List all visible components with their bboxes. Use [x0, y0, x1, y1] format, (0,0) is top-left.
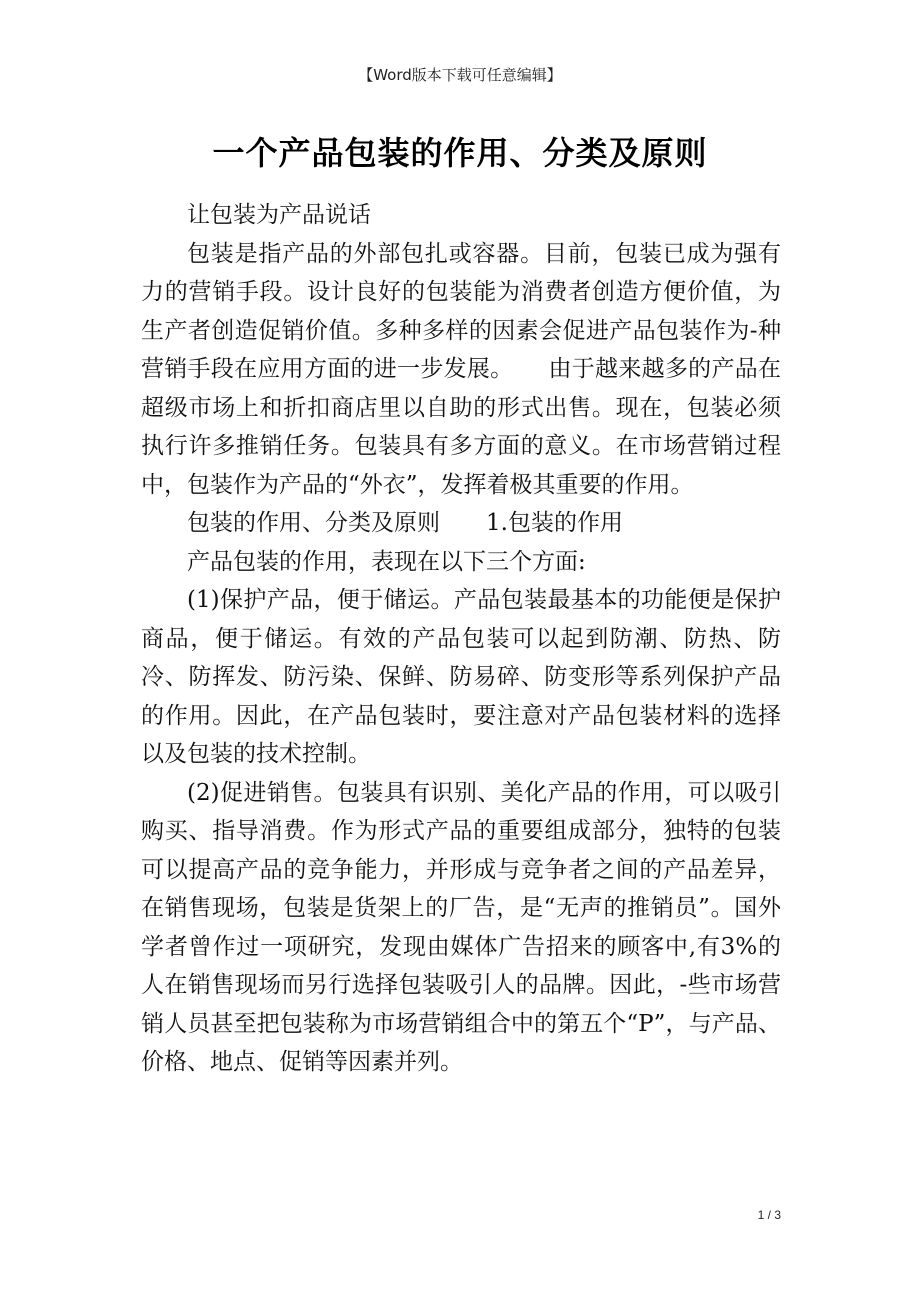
document-title: 一个产品包装的作用、分类及原则: [212, 134, 708, 172]
paragraph-subtitle: 让包装为产品说话: [187, 202, 371, 228]
paragraph-intro: 包装是指产品的外部包扎或容器。目前，包装已成为强有力的营销手段。设计良好的包装能为消费者创造方便价值，为生产者创造促销价值。多种多样的因素会促进产品包装作为-种营销手段在应用方面的进一步发展。 由于越来越多的产品在超级市场上和折扣商店里以自助的形式出售。现在，包装必须执行许多推销任务。包装具有多方面的意义。在市场营销过程中，包装作为产品的“外衣”，发挥着极其重要的作用。: [141, 240, 781, 498]
page-number: 1 / 3: [757, 1208, 781, 1222]
paragraph-protect-product: (1)保护产品，便于储运。产品包装最基本的功能便是保护商品，便于储运。有效的产品包装可以起到防潮、防热、防冷、防挥发、防污染、保鲜、防易碎、防变形等系列保护产品的作用。因此，在产品包装时，要注意对产品包装材料的选择以及包装的技术控制。: [141, 587, 781, 767]
paragraph-section-heading: 包装的作用、分类及原则 1.包装的作用: [187, 510, 623, 536]
paragraph-promote-sales: (2)促进销售。包装具有识别、美化产品的作用，可以吸引购买、指导消费。作为形式产品的重要组成部分，独特的包装可以提高产品的竞争能力，并形成与竞争者之间的产品差异，在销售现场，包装是货架上的厂告，是“无声的推销员”。国外学者曾作过一项研究，发现由媒体广告招来的顾客中,有3%的人在销售现场而另行选择包装吸引人的品牌。因此，-些市场营销人员甚至把包装称为市场营销组合中的第五个“P”，与产品、价格、地点、促销等因素并列。: [141, 779, 781, 1075]
download-note: 【Word版本下载可任意编辑】: [358, 66, 562, 84]
paragraph-three-aspects: 产品包装的作用，表现在以下三个方面:: [187, 548, 586, 575]
document-body: [141, 196, 781, 1082]
